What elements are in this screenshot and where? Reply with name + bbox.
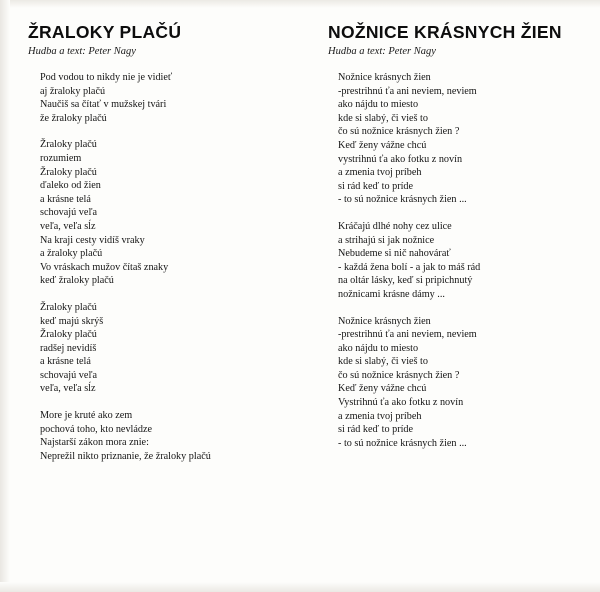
lyric-line: rozumiem [40, 152, 82, 164]
lyric-line: si rád keď to príde [338, 424, 414, 436]
lyric-line: -prestrihnú ťa ani neviem, neviem [338, 85, 477, 97]
stanza [338, 71, 582, 207]
lyric-line: čo sú nožnice krásnych žien ? [338, 369, 460, 381]
lyric-line: Keď ženy vážne chcú [338, 383, 427, 395]
lyric-line: More je kruté ako zem [40, 410, 133, 422]
lyric-line: - to sú nožnice krásnych žien ... [338, 437, 467, 449]
lyric-line: - každá žena bolí - a jak to máš rád [338, 261, 481, 273]
lyric-line: - to sú nožnice krásnych žien ... [338, 194, 467, 206]
lyric-line: veľa, veľa sĺz [40, 220, 96, 232]
lyric-line: Žraloky plačú [40, 301, 97, 313]
stanza [40, 301, 282, 396]
lyric-line: Pod vodou to nikdy nie je vidieť [40, 72, 173, 83]
stanza [40, 71, 282, 125]
lyric-line: a krásne telá [40, 356, 91, 368]
lyric-line: Žraloky plačú [40, 166, 97, 178]
lyric-line: a zmenia tvoj príbeh [338, 410, 422, 422]
song-title-left: ŽRALOKY PLAČÚ [28, 22, 182, 42]
lyric-line: Vo vráskach mužov čítaš znaky [40, 261, 169, 273]
lyric-line: ako nájdu to miesto [338, 342, 419, 354]
song-credit-right: Hudba a text: Peter Nagy [328, 46, 436, 57]
lyrics-right [328, 71, 582, 450]
lyric-line: Naučiš sa čítať v mužskej tvári [40, 99, 167, 111]
lyric-line: schovajú veľa [40, 207, 98, 219]
lyric-line: a zmenia tvoj príbeh [338, 167, 422, 179]
stanza [40, 409, 282, 463]
lyric-line: nožnicami krásne dámy ... [338, 288, 445, 300]
lyric-line: a strihajú si jak nožnice [338, 234, 435, 246]
lyric-line: radšej nevidíš [40, 342, 97, 354]
lyric-line: Nožnice krásnych žien [338, 72, 431, 83]
stanza [338, 220, 582, 302]
lyric-line: Na kraji cesty vidíš vraky [40, 234, 145, 246]
lyric-line: kde si slabý, či vieš to [338, 356, 428, 368]
lyric-line: si rád keď to príde [338, 180, 414, 192]
lyric-line: a krásne telá [40, 193, 91, 205]
lyric-line: Kráčajú dlhé nohy cez ulice [338, 220, 452, 232]
song-column-left [28, 22, 282, 476]
lyric-line: veľa, veľa sĺz [40, 383, 96, 395]
song-title-right: NOŽNICE KRÁSNYCH ŽIEN [328, 22, 562, 42]
lyric-line: kde si slabý, či vieš to [338, 112, 428, 124]
lyric-line: Vystrihnú ťa ako fotku z novín [338, 397, 464, 409]
lyric-line: a žraloky plačú [40, 248, 103, 260]
lyric-line: ako nájdu to miesto [338, 99, 419, 111]
lyric-line: keď žraloky plačú [40, 275, 114, 287]
lyric-line: na oltár lásky, keď si pripichnutý [338, 275, 473, 287]
page-edge-shadow-top [0, 0, 600, 8]
page-edge-shadow-bottom [0, 582, 600, 592]
lyrics-left [28, 71, 282, 463]
lyric-line: aj žraloky plačú [40, 85, 106, 97]
lyrics-columns [28, 22, 582, 476]
lyric-line: Neprežil nikto priznanie, že žraloky plačú [40, 450, 211, 462]
stanza [40, 138, 282, 288]
lyric-line: Žraloky plačú [40, 139, 97, 151]
lyric-line: že žraloky plačú [40, 112, 107, 124]
song-column-right [328, 22, 582, 476]
lyric-line: vystrihnú ťa ako fotku z novín [338, 153, 463, 165]
lyric-line: Žraloky plačú [40, 329, 97, 341]
lyric-line: schovajú veľa [40, 369, 98, 381]
lyric-line: Keď ženy vážne chcú [338, 139, 427, 151]
lyric-line: -prestrihnú ťa ani neviem, neviem [338, 329, 477, 341]
page-edge-shadow-left [0, 0, 10, 592]
lyric-line: pochová toho, kto nevládze [40, 423, 153, 435]
lyric-line: čo sú nožnice krásnych žien ? [338, 126, 460, 138]
lyric-line: Nebudeme si nič nahovárať [338, 248, 451, 260]
lyric-line: keď majú skrýš [40, 315, 104, 327]
lyric-line: Nožnice krásnych žien [338, 315, 431, 327]
lyric-line: Najstarší zákon mora znie: [40, 437, 149, 449]
lyric-line: ďaleko od žien [40, 180, 101, 192]
song-credit-left: Hudba a text: Peter Nagy [28, 46, 136, 57]
stanza [338, 315, 582, 451]
